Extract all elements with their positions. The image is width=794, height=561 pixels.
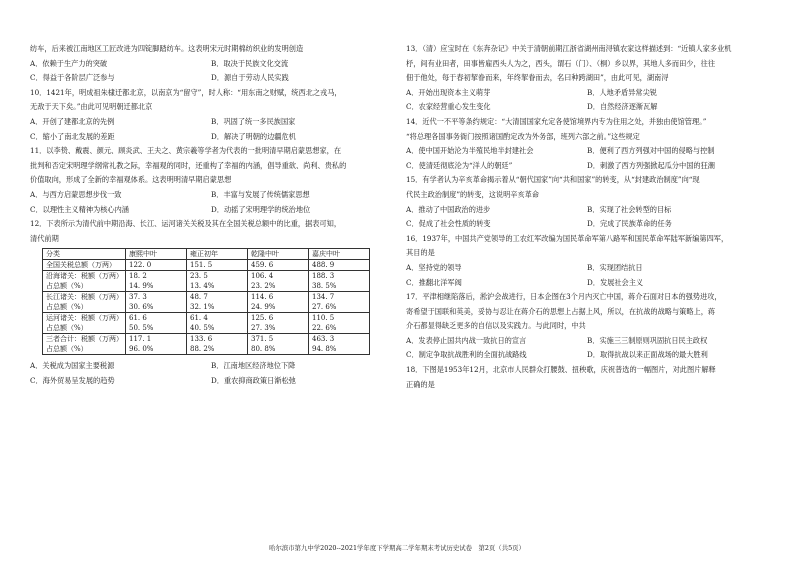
- table-cell: [126, 334, 187, 355]
- table-cell: [248, 260, 309, 271]
- table-header-cell: 乾隆中叶: [248, 249, 309, 260]
- table-row: [43, 271, 370, 292]
- cell-value: 188. 3: [312, 272, 335, 281]
- q14-options-row-2: [406, 161, 768, 171]
- row-label-line: 三者合计：税额（万两）: [46, 335, 123, 344]
- cell-value: 114. 6: [251, 293, 274, 302]
- row-label-line: 占总额（%）: [46, 303, 88, 312]
- table-cell: [309, 334, 370, 355]
- table-row-label: [43, 292, 126, 313]
- q14-option-c: C．使清廷彻底沦为“洋人的朝廷”: [406, 160, 513, 170]
- q11-options-row-1: [30, 190, 392, 200]
- cell-value: 24. 9%: [251, 303, 276, 312]
- q15-option-c: C．促成了社会性质的转变: [406, 219, 491, 229]
- q14-option-d: D．刺激了西方列强掀起瓜分中国的狂潮: [587, 160, 715, 170]
- q17-option-d: D．取得抗战以来正面战场的最大胜利: [587, 350, 708, 360]
- q13-stem-line-2: 杼，间有业田者，田事皆雇西头人为之，西头，谓石（门）、（桐）乡以界，其地人多而田少，往往: [406, 58, 716, 68]
- q13-options-row-2: [406, 102, 768, 112]
- cell-value: 80. 8%: [251, 345, 276, 354]
- q14-options-row-1: [406, 146, 768, 156]
- page-footer: 哈尔滨市第九中学2020--2021学年度下学期高二学年期末考试历史试卷 第2页（共5页）: [269, 544, 525, 552]
- q12-option-d: D．重农抑商政策日渐松弛: [211, 375, 296, 385]
- table-header-row: [43, 249, 370, 260]
- q12-option-c: C．海外贸易呈发展的趋势: [30, 375, 115, 385]
- cell-value: 61. 4: [190, 314, 208, 323]
- q13-option-d: D．自然经济逐渐瓦解: [587, 102, 658, 112]
- table-header-cell: 康熙中叶: [126, 249, 187, 260]
- q15-option-b: B．实现了社会转型的目标: [587, 204, 672, 214]
- q16-stem-line-1: 16．1937年，中国共产党领导的工农红军改编为国民革命军第八路军和国民革命军陆军新编第四军，: [406, 233, 729, 243]
- q9-options-row-2: [30, 73, 392, 83]
- table-header-cell: 嘉庆中叶: [309, 249, 370, 260]
- table-cell: [309, 292, 370, 313]
- cell-value: 110. 5: [312, 314, 335, 323]
- q10-options-row-1: [30, 117, 392, 127]
- q14-option-b: B．便利了西方列强对中国的侵略与控制: [587, 146, 715, 156]
- cell-value: 40. 5%: [190, 324, 215, 333]
- q12-stem-line-1: 12．下表所示为清代前中期沿海、长江、运河诸关关税及其在全国关税总额中的比重，据表可知，: [30, 219, 342, 229]
- q18-stem-line-2: 正确的是: [406, 379, 435, 389]
- q12-options-row-1: [30, 361, 392, 371]
- table-row-label: [43, 334, 126, 355]
- table-row-label: [43, 313, 126, 334]
- table-cell: [248, 292, 309, 313]
- cell-value: 488. 9: [312, 261, 335, 270]
- q9-option-a: A．依赖于生产力的突破: [30, 58, 108, 68]
- q15-stem-line-1: 15．有学者认为辛亥革命揭示着从“朝代国家”向“共和国家”的转变，从“封建政治制度”向“现: [406, 175, 700, 185]
- cell-value: 38. 5%: [312, 282, 337, 291]
- cell-value: 27. 3%: [251, 324, 276, 333]
- q13-options-row-1: [406, 88, 768, 98]
- q17-options-row-2: [406, 350, 768, 360]
- table-row: [43, 334, 370, 355]
- row-label-line: 全国关税总额（万两）: [46, 261, 116, 270]
- table-row: [43, 292, 370, 313]
- cell-value: 13. 4%: [190, 282, 215, 291]
- cell-value: 117. 1: [129, 335, 152, 344]
- q15-stem-line-2: 代民主政治制度”的转变，这说明辛亥革命: [406, 189, 540, 199]
- q11-option-d: D．动摇了宋明理学的统治地位: [211, 204, 311, 214]
- table-cell: [309, 313, 370, 334]
- q10-stem-line-2: 无敌于天下矣。”由此可见明朝迁都北京: [30, 102, 153, 112]
- table-cell: [126, 260, 187, 271]
- row-label-line: 占总额（%）: [46, 345, 88, 354]
- table-header-cell: 分类: [43, 249, 126, 260]
- table-cell: [126, 313, 187, 334]
- q14-stem-line-2: “将总理各国事务衙门按照诸国酌定改为外务部，班列六部之前。”这些规定: [406, 131, 640, 141]
- table-header-cell: 雍正初年: [187, 249, 248, 260]
- q15-option-a: A．推动了中国政治的进步: [406, 204, 491, 214]
- cell-value: 459. 6: [251, 261, 274, 270]
- table-cell: [248, 271, 309, 292]
- table-cell: [187, 260, 248, 271]
- cell-value: 23. 2%: [251, 282, 276, 291]
- q11-stem-line-3: 价值取向，形成了全新的幸福观体系。这表明明清早期启蒙思想: [30, 175, 232, 185]
- q12-option-a: A．关税成为国家主要税源: [30, 361, 115, 371]
- right-column: [406, 44, 768, 394]
- q11-stem-line-1: 11．以李贽、戴震、颜元、顾炎武、王夫之、黄宗羲等学者为代表的一批明清早期启蒙思想家，在: [30, 146, 342, 156]
- cell-value: 18. 2: [129, 272, 147, 281]
- cell-value: 96. 0%: [129, 345, 154, 354]
- cell-value: 50. 5%: [129, 324, 154, 333]
- cell-value: 14. 9%: [129, 282, 154, 291]
- cell-value: 134. 7: [312, 293, 335, 302]
- row-label-line: 长江诸关：税额（万两）: [46, 293, 123, 302]
- q11-option-c: C．以理性主义精神为核心内涵: [30, 204, 129, 214]
- q17-stem-line-2: 寄希望于国联和英美，妥协与忍让在蒋介石的思想上占据上风，所以，在抗战的战略与策略上，蒋: [406, 306, 716, 316]
- row-label-line: 运河诸关：税额（万两）: [46, 314, 123, 323]
- q9-option-c: C．得益于各阶层广泛参与: [30, 73, 115, 83]
- q11-stem-line-2: 批判和否定宋明理学纲常礼教之际，幸福观的同时，还重构了幸福的内涵，倡导重欲、尚利、贵私的: [30, 160, 347, 170]
- q16-stem-line-2: 其目的是: [406, 248, 435, 258]
- q9-options-row-1: [30, 59, 392, 69]
- q13-stem-line-3: 佃于他处，每于春初挈眷而来，年终挈眷而去，名曰种跨湖田”，由此可见，湖南浔: [406, 73, 669, 83]
- q9-stem: 纺车，后来被江南地区工匠改进为四锭脚踏纺车。这表明宋元时期棉纺织业的发明创造: [30, 44, 304, 53]
- q10-option-a: A．开创了建都北京的先例: [30, 116, 115, 126]
- q12-options-row-2: [30, 376, 392, 386]
- q18-stem-line-1: 18．下图是1953年12月，北京市人民群众打腰鼓、扭秧歌，庆祝普选的一幅图片，对此图片解释: [406, 365, 716, 375]
- q10-options-row-2: [30, 132, 392, 142]
- q10-option-d: D．解决了明朝的边疆危机: [211, 131, 296, 141]
- cell-value: 371. 5: [251, 335, 274, 344]
- q16-option-d: D．发展社会主义: [587, 277, 644, 287]
- q10-option-b: B．巩固了统一多民族国家: [211, 116, 296, 126]
- left-column: [30, 44, 392, 391]
- cell-value: 32. 1%: [190, 303, 215, 312]
- row-label-line: 沿海诸关：税额（万两）: [46, 272, 123, 281]
- q16-option-b: B．实现团结抗日: [587, 262, 643, 272]
- q17-options-row-1: [406, 336, 768, 346]
- table-cell: [187, 292, 248, 313]
- table-cell: [309, 271, 370, 292]
- table-cell: [126, 271, 187, 292]
- table-cell: [187, 313, 248, 334]
- row-label-line: 占总额（%）: [46, 324, 88, 333]
- cell-value: 463. 3: [312, 335, 335, 344]
- table-row-label: [43, 271, 126, 292]
- table-cell: [248, 334, 309, 355]
- q11-option-a: A．与西方启蒙思想步伐一致: [30, 189, 122, 199]
- cell-value: 61. 6: [129, 314, 147, 323]
- q11-option-b: B．丰富与发展了传统儒家思想: [211, 189, 310, 199]
- q13-option-c: C．农家经营重心发生变化: [406, 102, 491, 112]
- table-row: [43, 260, 370, 271]
- table-cell: [187, 271, 248, 292]
- cell-value: 106. 4: [251, 272, 274, 281]
- q13-option-b: B．人地矛盾异常尖锐: [587, 87, 657, 97]
- q17-option-b: B．实施三三制原则巩固抗日民主政权: [587, 335, 708, 345]
- q17-option-c: C．制定争取抗战胜利的全面抗战路线: [406, 350, 527, 360]
- q16-options-row-1: [406, 263, 768, 273]
- q9-option-b: B．取决于民族文化交流: [211, 58, 289, 68]
- cell-value: 122. 0: [129, 261, 152, 270]
- q17-option-a: A．发表停止国共内战一致抗日的宣言: [406, 335, 527, 345]
- q17-stem-line-1: 17．平津相继陷落后，淞沪会战进行，日本企图在3个月内灭亡中国，蒋介石面对日本的强势进攻，: [406, 292, 722, 302]
- q15-option-d: D．完成了民族革命的任务: [587, 219, 672, 229]
- table-row-label: [43, 260, 126, 271]
- cell-value: 94. 8%: [312, 345, 337, 354]
- cell-value: 30. 6%: [129, 303, 154, 312]
- q13-stem-line-1: 13．（清）应宝时在《东奔杂记》中关于清朝前期江浙省湖州南浔镇农家这样描述到：“近镇人家多业机: [406, 44, 732, 53]
- table-cell: [309, 260, 370, 271]
- q16-options-row-2: [406, 278, 768, 288]
- q9-option-d: D．源自于劳动人民实践: [211, 73, 289, 83]
- q12-option-b: B．江南地区经济地位下降: [211, 361, 296, 371]
- q10-option-c: C．缩小了南北发展的差距: [30, 131, 115, 141]
- customs-tax-table: [42, 248, 370, 355]
- cell-value: 151. 5: [190, 261, 213, 270]
- q15-options-row-1: [406, 205, 768, 215]
- q14-option-a: A．使中国开始沦为半殖民地半封建社会: [406, 146, 534, 156]
- q14-stem-line-1: 14．近代一不平等条约规定：“大清国国家允定各使馆境界内专为住用之处，并独由使馆管理。”: [406, 116, 707, 126]
- q12-stem-line-2: 清代前期: [30, 233, 59, 243]
- cell-value: 37. 3: [129, 293, 147, 302]
- q16-option-a: A．坚持党的领导: [406, 262, 462, 272]
- table-row: [43, 313, 370, 334]
- q11-options-row-2: [30, 205, 392, 215]
- row-label-line: 占总额（%）: [46, 282, 88, 291]
- table-cell: [187, 334, 248, 355]
- q16-option-c: C．推翻北洋军阀: [406, 277, 462, 287]
- q10-stem-line-1: 10．1421年，明成祖朱棣迁都北京，以南京为“留守”，时人称：“用东南之财赋，统西北之戎马，: [30, 87, 342, 97]
- cell-value: 23. 5: [190, 272, 208, 281]
- table-cell: [126, 292, 187, 313]
- q17-stem-line-3: 介石都显得缺乏更多的自信以及实践力。与此同时，中共: [406, 321, 586, 331]
- table-cell: [248, 313, 309, 334]
- cell-value: 22. 6%: [312, 324, 337, 333]
- q13-option-a: A．开始出现资本主义萌芽: [406, 87, 491, 97]
- cell-value: 125. 6: [251, 314, 274, 323]
- cell-value: 27. 6%: [312, 303, 337, 312]
- q15-options-row-2: [406, 219, 768, 229]
- cell-value: 88. 2%: [190, 345, 215, 354]
- cell-value: 133. 6: [190, 335, 213, 344]
- cell-value: 48. 7: [190, 293, 208, 302]
